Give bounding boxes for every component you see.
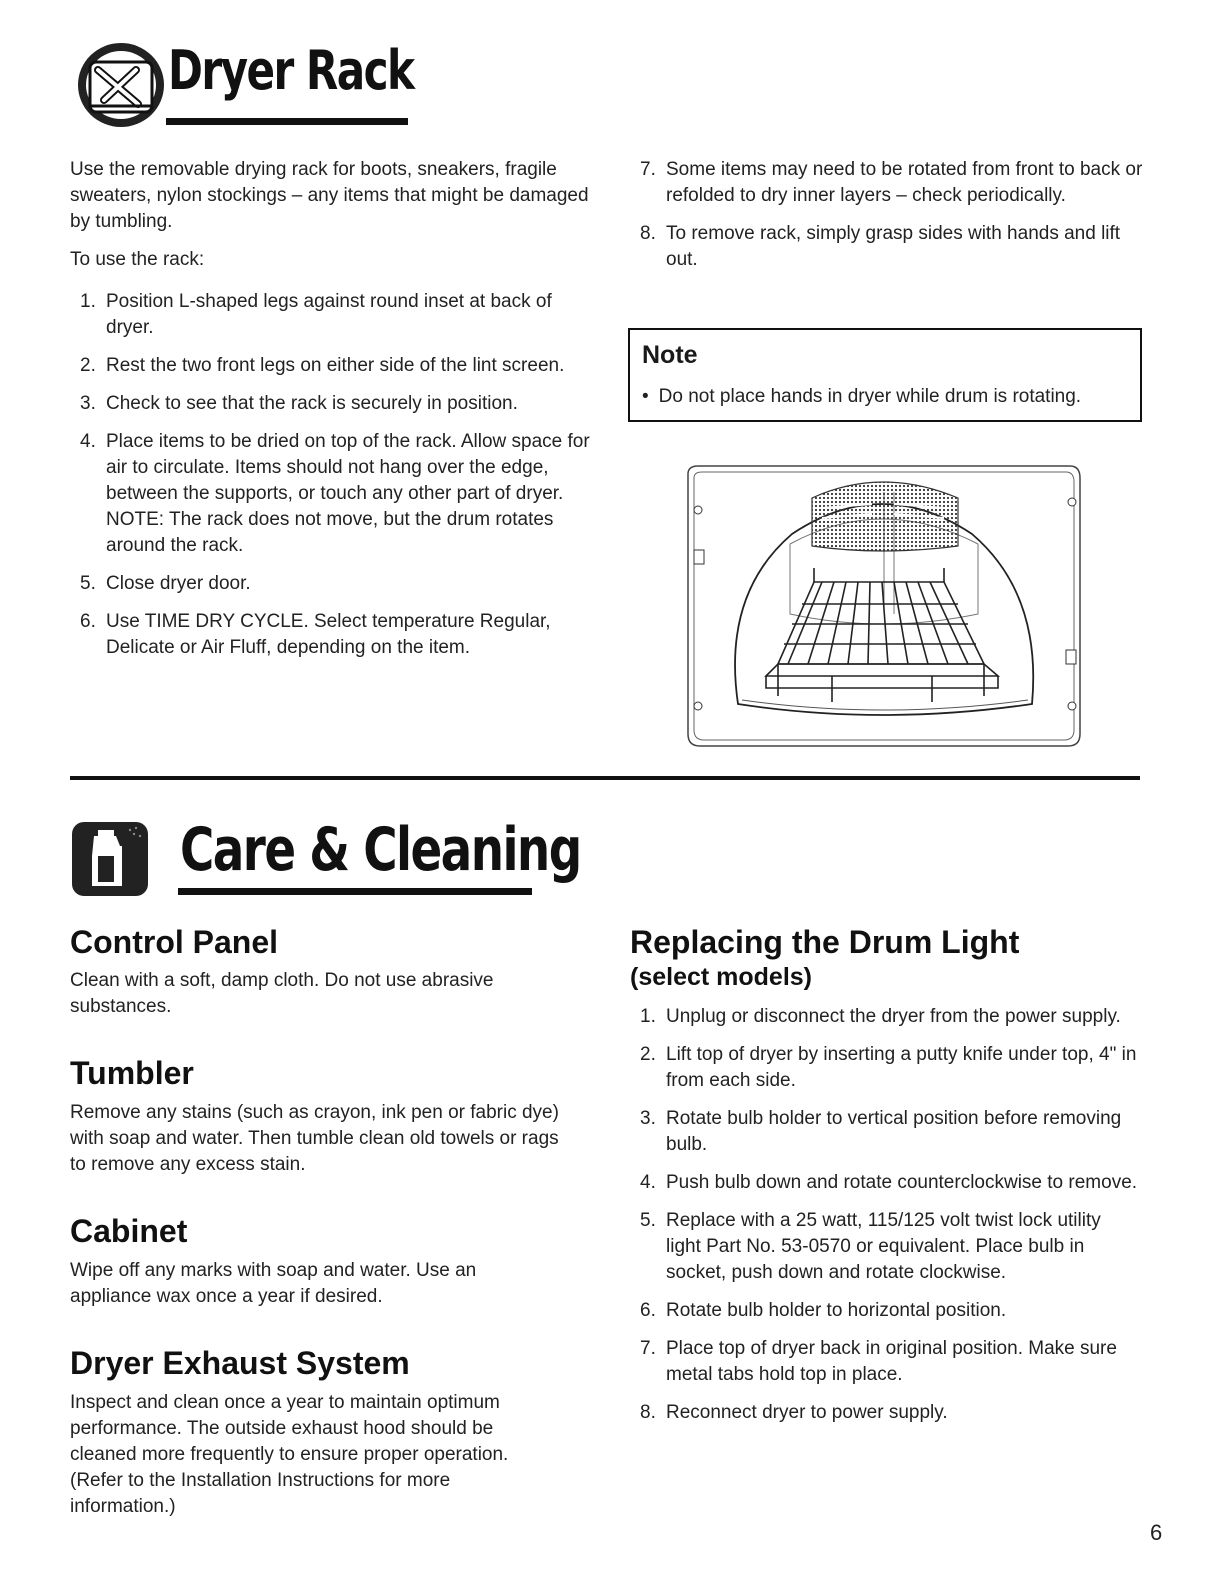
list-item: 4. Place items to be dried on top of the rack. Allow space for air to circulate. Items should not hang over the edge, between the supports, or touch any other part of dryer. NOTE: The rack does not move, but the drum rotates around the rack.: [80, 431, 590, 556]
list-item: 8. To remove rack, simply grasp sides with hands and lift out.: [640, 223, 1121, 270]
care-cleaning-title: Care & Cleaning: [180, 815, 581, 885]
list-item: 1. Position L-shaped legs against round inset at back of dryer.: [80, 291, 552, 338]
tumbler-heading: Tumbler: [70, 1055, 194, 1091]
dryer-rack-to-use: To use the rack:: [70, 249, 205, 270]
list-item: 2. Rest the two front legs on either side of the lint screen.: [80, 355, 565, 376]
dryer-rack-title-rule: [166, 118, 408, 125]
tumbler-text: Remove any stains (such as crayon, ink pen or fabric dye) with soap and water. Then tumble clean old towels or rags to remove any excess stain.: [70, 1102, 559, 1175]
dryer-rack-title: Dryer Rack: [168, 39, 414, 102]
list-item: 7. Place top of dryer back in original position. Make sure metal tabs hold top in place.: [640, 1338, 1117, 1385]
dryer-rack-intro: Use the removable drying rack for boots, sneakers, fragile sweaters, nylon stockings – any items that might be damaged by tumbling.: [70, 159, 589, 232]
list-item: 2. Lift top of dryer by inserting a putty knife under top, 4" in from each side.: [640, 1044, 1137, 1091]
spray-bottle-icon: [70, 816, 150, 898]
control-panel-heading: Control Panel: [70, 924, 279, 960]
drum-light-heading: Replacing the Drum Light: [630, 924, 1020, 960]
list-item: 5. Close dryer door.: [80, 573, 251, 594]
drum-light-steps: [630, 1004, 1140, 1426]
list-item: 6. Use TIME DRY CYCLE. Select temperature Regular, Delicate or Air Fluff, depending on the item.: [80, 611, 551, 658]
note-box: [628, 328, 1142, 422]
list-item: 5. Replace with a 25 watt, 115/125 volt twist lock utility light Part No. 53-0570 or equivalent. Place bulb in socket, push down and rotate clockwise.: [640, 1210, 1101, 1283]
note-item: • Do not place hands in dryer while drum is rotating.: [642, 386, 1082, 407]
note-title: Note: [642, 341, 698, 369]
exhaust-heading: Dryer Exhaust System: [70, 1345, 410, 1381]
dryer-rack-right-column: [630, 157, 1145, 285]
list-item: 8. Reconnect dryer to power supply.: [640, 1402, 948, 1423]
care-cleaning-title-rule: [178, 888, 532, 895]
drum-light-subheading: (select models): [630, 963, 813, 991]
list-item: 3. Rotate bulb holder to vertical position before removing bulb.: [640, 1108, 1122, 1155]
list-item: 7. Some items may need to be rotated from front to back or refolded to dry inner layers – check periodically.: [640, 159, 1143, 206]
cabinet-text: Wipe off any marks with soap and water. Use an appliance wax once a year if desired.: [70, 1260, 477, 1307]
list-item: 6. Rotate bulb holder to horizontal position.: [640, 1300, 1007, 1321]
list-item: 4. Push bulb down and rotate counterclockwise to remove.: [640, 1172, 1138, 1193]
cabinet-heading: Cabinet: [70, 1213, 188, 1249]
control-panel-text: Clean with a soft, damp cloth. Do not use abrasive substances.: [70, 970, 494, 1017]
dryer-rack-steps-left: [70, 289, 590, 661]
list-item: 1. Unplug or disconnect the dryer from the power supply.: [640, 1006, 1121, 1027]
dryer-drum-illustration: [682, 464, 1086, 748]
dryer-rack-icon: [76, 40, 166, 130]
drum-light-steps-container: [630, 1004, 1140, 1438]
bullet: •: [642, 386, 649, 407]
exhaust-text: Inspect and clean once a year to maintain optimum performance. The outside exhaust hood should be cleaned more frequently to ensure proper operation. (Refer to the Installation Instructions for more information.): [70, 1392, 509, 1517]
dryer-rack-steps-right: [630, 157, 1145, 273]
dryer-rack-left-column: [70, 157, 590, 673]
section-divider: [70, 776, 1140, 780]
page-number: 6: [1150, 1520, 1163, 1545]
list-item: 3. Check to see that the rack is securely in position.: [80, 393, 518, 414]
